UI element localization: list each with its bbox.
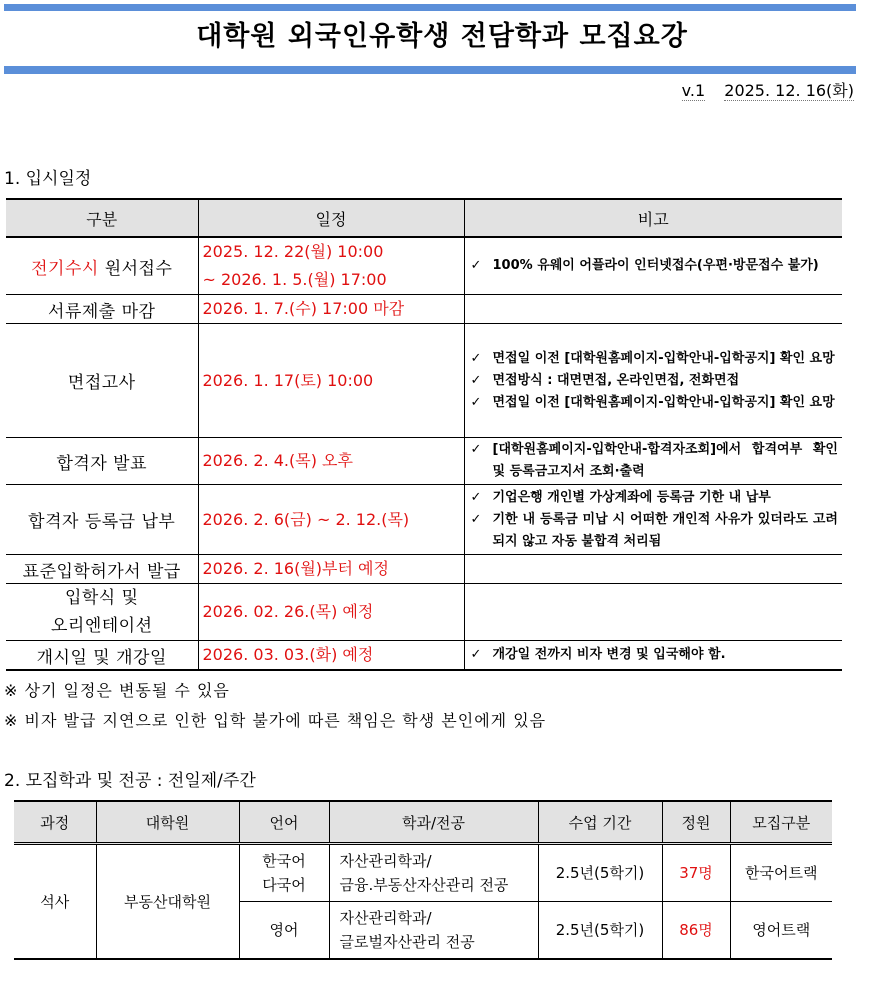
- date-line-2: ~ 2026. 1. 5.(월) 17:00: [202, 270, 387, 289]
- row-note: [464, 438, 842, 485]
- header-schedule: 일정: [198, 199, 464, 237]
- row-date: 2026. 1. 7.(수) 17:00 마감: [198, 295, 464, 324]
- row-category: 면접고사: [6, 324, 198, 438]
- major-line-2: 글로벌자산관리 전공: [339, 933, 475, 951]
- header-period: 수업 기간: [538, 801, 662, 844]
- quota-cell: 37명: [662, 844, 730, 902]
- header-language: 언어: [239, 801, 329, 844]
- check-icon: ✓: [470, 647, 482, 662]
- check-icon: ✓: [470, 350, 482, 366]
- row-category: 개시일 및 개강일: [6, 641, 198, 671]
- degree-cell: 석사: [14, 844, 96, 960]
- table-row: [14, 844, 832, 902]
- schedule-header-row: [6, 199, 842, 237]
- section1-title: 1. 입시일정: [4, 169, 92, 189]
- row-category: [6, 237, 198, 295]
- version-number: v.1: [681, 81, 706, 100]
- period-cell: 2.5년(5학기): [538, 844, 662, 902]
- track-cell: 영어트랙: [730, 902, 832, 960]
- header-remarks: 비고: [464, 199, 842, 237]
- title-underline-bar: [4, 66, 856, 74]
- schedule-table: [6, 198, 842, 671]
- school-cell: 부동산대학원: [96, 844, 239, 960]
- check-icon: ✓: [470, 442, 482, 457]
- row-note: [464, 555, 842, 584]
- row-note: [464, 485, 842, 555]
- track-cell: 한국어트랙: [730, 844, 832, 902]
- quota-cell: 86명: [662, 902, 730, 960]
- header-major: 학과/전공: [329, 801, 538, 844]
- row-category: 합격자 등록금 납부: [6, 485, 198, 555]
- version-date: 2025. 12. 16(화): [724, 81, 854, 100]
- program-header-row: [14, 801, 832, 844]
- category-line-1: 입학식 및: [64, 588, 139, 608]
- header-degree: 과정: [14, 801, 96, 844]
- header-school: 대학원: [96, 801, 239, 844]
- header-quota: 정원: [662, 801, 730, 844]
- row-date: [198, 237, 464, 295]
- note-text: 기한 내 등록금 미납 시 어떠한 개인적 사유가 있더라도 고려되지 않고 자동 불합격 처리됨: [492, 511, 838, 549]
- category-highlight: 전기수시: [31, 258, 99, 279]
- check-icon: ✓: [470, 394, 482, 410]
- table-row: [6, 438, 842, 485]
- footnote: ※ 비자 발급 지연으로 인한 입학 불가에 따른 책임은 학생 본인에게 있음: [4, 711, 547, 730]
- row-category: 표준입학허가서 발급: [6, 555, 198, 584]
- row-note: [464, 324, 842, 438]
- note-text: 기업은행 개인별 가상계좌에 등록금 기한 내 납부: [492, 489, 771, 505]
- section2-title: 2. 모집학과 및 전공 : 전일제/주간: [4, 771, 256, 791]
- version-info: [682, 78, 854, 101]
- note-text: 면접일 이전 [대학원홈페이지-입학안내-입학공지] 확인 요망: [492, 394, 835, 410]
- table-row: [6, 295, 842, 324]
- note-text: 면접방식 : 대면면접, 온라인면접, 전화면접: [492, 372, 740, 388]
- check-icon: ✓: [470, 489, 482, 505]
- major-line-2: 금융.부동산자산관리 전공: [339, 876, 509, 894]
- header-track: 모집구분: [730, 801, 832, 844]
- language-cell: [239, 844, 329, 902]
- check-icon: ✓: [470, 511, 482, 527]
- row-note: [464, 237, 842, 295]
- row-category: 합격자 발표: [6, 438, 198, 485]
- top-accent-bar: [4, 4, 856, 11]
- major-line-1: 자산관리학과/: [339, 909, 432, 927]
- row-date: 2026. 02. 26.(목) 예정: [198, 584, 464, 641]
- row-date: 2026. 1. 17(토) 10:00: [198, 324, 464, 438]
- table-row: [6, 485, 842, 555]
- major-line-1: 자산관리학과/: [339, 852, 432, 870]
- row-category: [6, 584, 198, 641]
- row-date: 2026. 2. 6(금) ~ 2. 12.(목): [198, 485, 464, 555]
- document-title: 대학원 외국인유학생 전담학과 모집요강: [196, 21, 688, 52]
- program-table: [14, 800, 832, 960]
- language-cell: 영어: [239, 902, 329, 960]
- table-row: [6, 641, 842, 671]
- footnote: ※ 상기 일정은 변동될 수 있음: [4, 681, 230, 700]
- table-row: [6, 584, 842, 641]
- table-row: [6, 237, 842, 295]
- category-label: 원서접수: [104, 258, 173, 279]
- check-icon: ✓: [470, 372, 482, 388]
- category-line-2: 오리엔테이션: [50, 616, 153, 636]
- note-text: 100% 유웨이 어플라이 인터넷접수(우편·방문접수 불가): [492, 258, 819, 273]
- row-date: 2026. 2. 16(월)부터 예정: [198, 555, 464, 584]
- check-icon: ✓: [470, 258, 482, 273]
- note-text: 개강일 전까지 비자 변경 및 입국해야 함.: [492, 647, 726, 662]
- major-cell: [329, 844, 538, 902]
- language-line-1: 한국어: [262, 852, 306, 870]
- period-cell: 2.5년(5학기): [538, 902, 662, 960]
- table-row: [6, 324, 842, 438]
- row-note: [464, 584, 842, 641]
- table-row: [6, 555, 842, 584]
- row-date: 2026. 03. 03.(화) 예정: [198, 641, 464, 671]
- language-line-2: 다국어: [262, 876, 306, 894]
- note-text: 면접일 이전 [대학원홈페이지-입학안내-입학공지] 확인 요망: [492, 350, 835, 366]
- row-note: [464, 295, 842, 324]
- date-line-1: 2025. 12. 22(월) 10:00: [202, 242, 384, 261]
- row-note: [464, 641, 842, 671]
- row-date: 2026. 2. 4.(목) 오후: [198, 438, 464, 485]
- row-category: 서류제출 마감: [6, 295, 198, 324]
- header-category: 구분: [6, 199, 198, 237]
- note-text: [대학원홈페이지-입학안내-합격자조회]에서 합격여부 확인 및 등록금고지서 조회·출력: [492, 442, 838, 479]
- major-cell: [329, 902, 538, 960]
